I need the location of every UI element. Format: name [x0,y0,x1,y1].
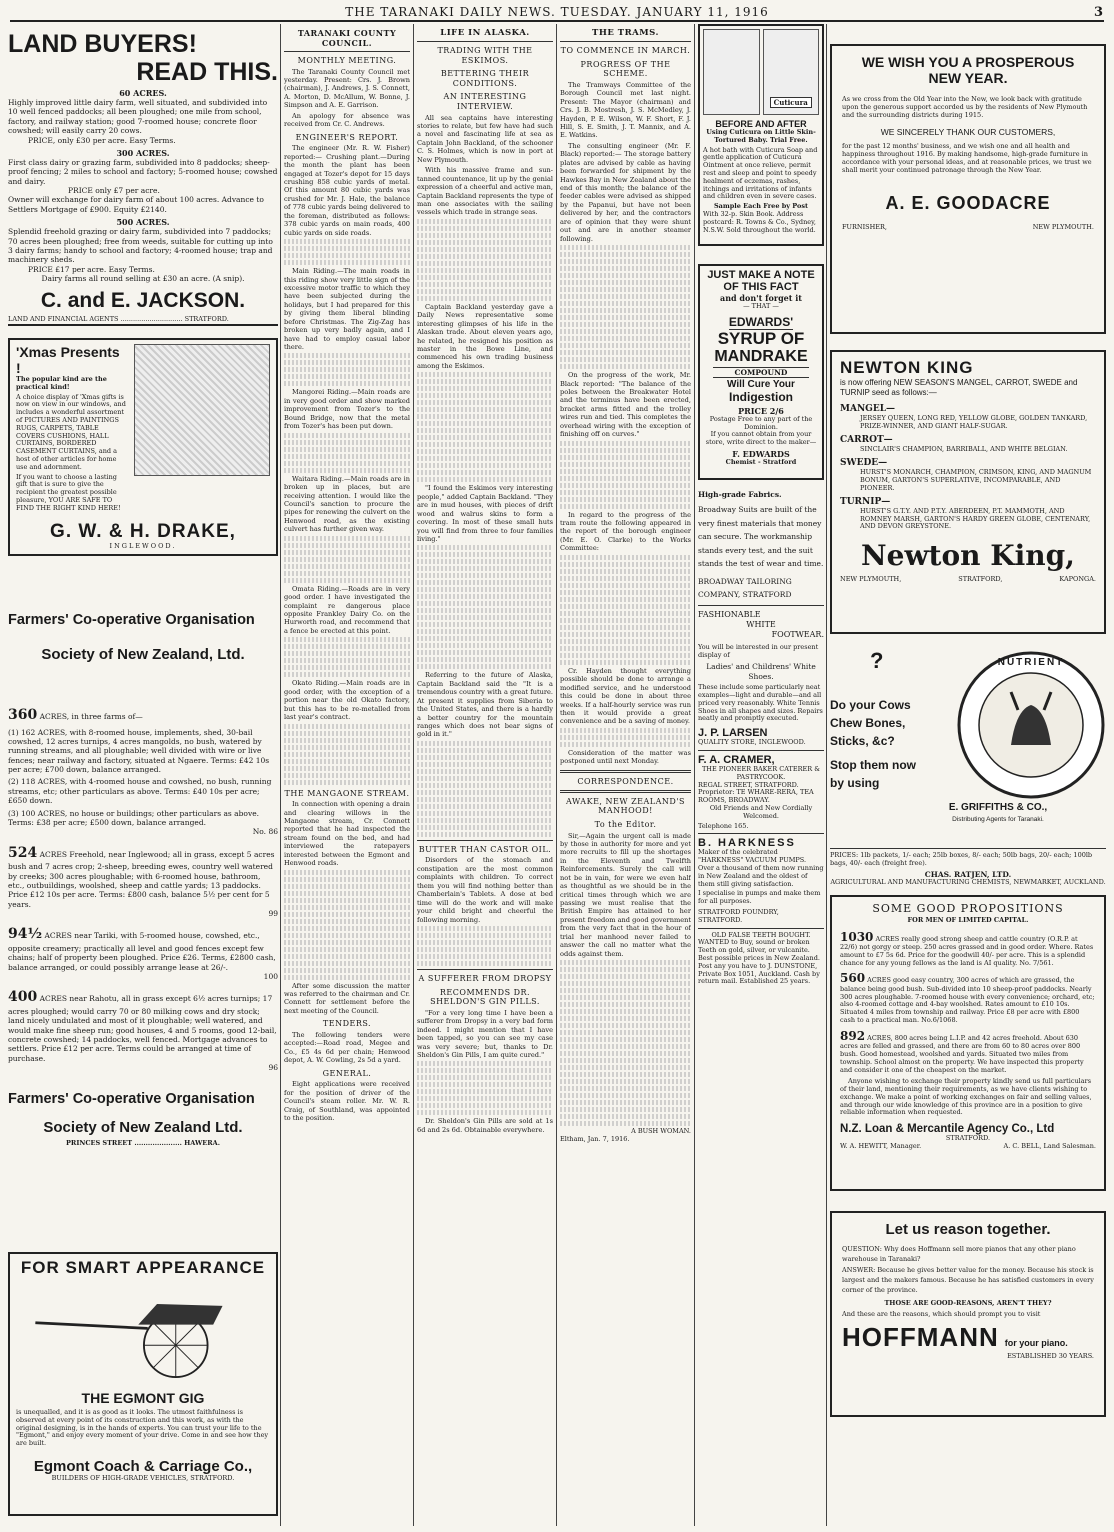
column-1 [8,24,278,1524]
newton-sub: is now offering NEW SEASON'S MANGEL, CARROT, SWEDE and TURNIP seed as follows:— [840,378,1078,397]
council-subhead-5: GENERAL. [322,1068,372,1078]
prop-2-number: No.6/1068. [921,1015,958,1024]
hoffmann-for: for your piano. [1004,1338,1068,1349]
item-360-text: ACRES, in three farms of— [39,712,143,721]
mandrake-line-10: Indigestion [729,389,793,404]
column-alaska [417,24,553,1524]
xmas-title: 'Xmas Presents ! [16,344,120,376]
mandrake-price: PRICE 2/6 [738,405,784,416]
goodacre-ad [830,44,1106,334]
council-para-8: Okato Riding.—Main roads are in good order, with the exception of a portion near the old Okato factory, but this has to be re-metalled from last year's contract. [284,679,410,722]
council-para-7: Omata Riding.—Roads are in very good order. I have investigated the complaint re dangerous place opposite Frankley Dairy Co. on the Hurworth road, and recommend that a fence be erected at this point. [284,584,410,635]
newton-town-3: KAPONGA. [1059,575,1096,584]
footwear-highlight: Ladies' and Childrens' White Shoes. [706,662,816,681]
footwear-text-2: These include some particularly neat examples—light and durable—and all priced very reasonably. White Tennis Shoes in all shapes and sizes. Repairs neatly and promptly executed. [698,683,823,723]
masthead-title: THE TARANAKI DAILY NEWS. TUESDAY. JANUARY 11, 1916 [345,5,769,19]
bonemeal-line-4: Stop them now [830,758,916,772]
footwear-firm-sub: QUALITY STORE, INGLEWOOD. [698,738,806,747]
window-display-illustration [134,344,270,476]
alaska-subhead-5: RECOMMENDS DR. SHELDON'S GIN PILLS. [430,987,540,1007]
letter-date: Eltham, Jan. 7, 1916. [560,1134,630,1143]
farmers-heading-2: Society of New Zealand, Ltd. [41,646,245,663]
goodacre-heading-2: NEW YEAR. [928,70,1008,86]
item-94-text: ACRES near Tariki, with 5-roomed house, cowshed, etc., opposite creamery; practically all level and good fences except few chains; half of property been ploughed. Price £26. Terms, £2800 cash, balance arranged, or could possibly arrange lease at 26/-. [8,931,276,972]
mandrake-line-4: — THAT — [743,302,779,310]
mandrake-line-9: Will Cure Your [727,378,795,390]
goodacre-town: NEW PLYMOUTH. [1032,222,1094,231]
council-para-1: The Taranaki County Council met yesterday. Present: Crs. J. Brown (chairman), J. Andrews, J. S. Connett, A. Morton, D. McAllum, W. Bonne, J. Simpson and A. E. Garrison. [284,67,410,110]
prop-2 [840,971,1096,1024]
acres-60-heading: 60 ACRES. [119,88,167,98]
harkness-text-2: I specialise in pumps and make them for all purposes. [698,889,821,906]
trams-subhead-2: PROGRESS OF THE SCHEME. [580,59,671,79]
item-360 [8,707,278,725]
goodacre-heading-1: WE WISH YOU A PROSPEROUS [861,54,1075,70]
prop-1-head: 1030 [840,929,874,944]
acres-500-milk: Dairy farms all round selling at £30 an acre. (A snip). [41,274,245,283]
alaska-para-6: Disorders of the stomach and constipation are the most common complaints with children. To correct them you will find nothing better than Chamberlain's Tablets. A dose at bed time will do the work and will make your child bright and cheerful the following morning. [417,856,553,924]
acres-300-text: First class dairy or grazing farm, subdivided into 8 paddocks; sheep-proof fencing; 2 miles to school and factory; 5-roomed house; cowshed and dairy. [8,157,278,186]
newton-swede-text: HURST'S MONARCH, CHAMPION, CRIMSON, KING, AND MAGNUM BONUM, GARTON'S SUPERLATIVE, INCOMPARABLE, AND PIONEER. [860,468,1092,492]
mandrake-firm-sub: Chemist - Stratford [725,457,797,466]
cramer-phone: Telephone 165. [698,821,749,830]
alaska-subhead-1: TRADING WITH THE ESKIMOS. [437,46,533,65]
alaska-subhead-3: AN INTERESTING INTERVIEW. [443,92,527,111]
cramer-line-4: Old Friends and New Cordially Welcomed. [709,803,813,820]
alaska-para-4: "I found the Eskimos very interesting people," added Captain Backland. "They are in mud houses, with pieces of drift wood and walrus skins to form a covering. In most of these small huts you will find from three to four families living." [417,484,553,543]
item-524-text: ACRES Freehold, near Inglewood; all in grass, except 5 acres bush and 7 acres crop; 2-sheep, breeding ewes, country well watered by creeks; 300 acres ploughable; with 6-roomed house, bathroom, etc., outbuildings, woolshed, sheep and cattle yards; 13 paddocks. Price £12 10s per acre. Terms: £800 cash, balance 5½ per cent for 5 years. [8,849,275,909]
cuticura-ad [698,24,824,246]
newton-town-2: STRATFORD, [958,575,1003,584]
prop-3-head: 892 [840,1028,866,1043]
letter-body [560,832,691,1144]
prop-3 [840,1029,1096,1075]
council-para-2: An apology for absence was received from Cr. C. Andrews. [284,111,410,129]
acres-60-text: Highly improved little dairy farm, well situated, and subdivided into 10 well fenced paddocks; all been ploughed; one mile from school, factory, and railway station; good 7-roomed house; concrete floor cowshed; will easily carry 20 cows. [8,98,268,136]
footwear-line-2: WHITE [746,619,776,629]
mandrake-ad [698,264,824,480]
correspondence-heading: CORRESPONDENCE. [577,776,674,786]
xmas-firm: G. W. & H. DRAKE, [50,520,236,542]
tailoring-text: Broadway Suits are built of the very finest materials that money can secure. The workmanship stands every test, and the suit stands the test of wear and time. [698,505,824,569]
prop-1-text: ACRES really good strong sheep and cattle country (O.R.P. at 22/6) not gorgy or steep. 250 acres grassed and in good order. Where. Rates amount to £7 5s 6d. Price for the goodwill 40/- per acre. This is a splendid chance for any young fellows as the land is AI quality. [840,934,1094,967]
teeth-heading: OLD FALSE TEETH BOUGHT. [711,930,811,939]
council-para-5: Mangorei Riding.—Main roads are in very good order and show marked improvement from Tozer's to the Bound Bridge, now that the metal from Tozer's has been put down. [284,388,410,431]
item-360-head: 360 [8,707,38,723]
gig-name: THE EGMONT GIG [81,1390,205,1406]
props-heading: SOME GOOD PROPOSITIONS [872,901,1064,915]
harkness-text: Maker of the celebrated "HARKNESS" VACUUM PUMPS. Over a thousand of them now running in New Zealand and the oldest of them still giving satisfaction. [698,848,824,888]
item-524 [8,845,278,909]
newton-town-1: NEW PLYMOUTH, [840,575,902,584]
hoffmann-brand [842,1322,1094,1353]
trams-para-1: The Tramways Committee of the Borough Council met last night. Present: The Mayor (chairman) and Crs. J. B. Mostresh, J. S. McMedley, J. Hayden, P. E. Wilson, W. F. Short, F. J. Hill, S. E. Smith, J. T. Mannix, and A. E. Watkins. [560,80,691,140]
bonemeal-line-5: by using [830,776,880,790]
tailoring-ad [698,490,824,602]
item-400-number: 96 [268,1063,278,1073]
mandrake-line-7: MANDRAKE [714,347,808,365]
cuticura-sub: Using Cuticura on Little Skin-Tortured Baby. Trial Free. [706,128,816,144]
tailoring-title: High-grade Fabrics. [698,490,782,499]
prop-3-text: ACRES, 800 acres being L.I.P. and 42 acres freehold. About 630 acres are felled and grassed, and there are from 60 to 80 acres over 800 bush. Good homestead, woolshed and yards. Situated two miles from township. School almost on the property. We have inspected this property and consider it one of the cheapest on the market. [840,1033,1084,1074]
alaska-para-1: All sea captains have interesting stories to relate, but few have had such a novel and fascinating life at sea as Captain John Backland, of the schooner C. S. Holmes, which is now in port at New Plymouth. [417,113,553,164]
column-ads-narrow [698,24,824,1524]
newton-carrot-text: SINCLAIR'S CHAMPION, BARRIBALL, AND WHITE BELGIAN. [860,445,1068,454]
footwear-line-1: FASHIONABLE [698,609,761,619]
acres-500-price: PRICE £17 per acre. Easy Terms. [28,264,155,274]
alaska-subhead-4: A SUFFERER FROM DROPSY [418,973,552,983]
farmers-footer-3: PRINCES STREET ..................... HAWERA. [66,1138,220,1147]
bonemeal-question: ? [870,648,884,673]
council-body [284,68,410,1123]
mandrake-order: If you cannot obtain from your store, write direct to the maker— [705,430,817,447]
acres-300-owner: Owner will exchange for dairy farm of about 100 acres. Advance to Settlers Mortgage of £900. Equity £2140. [8,195,264,214]
acres-300-heading: 300 ACRES. [116,147,170,158]
xmas-lead: The popular kind are the practical kind! [16,375,107,391]
hoffmann-ad [830,1211,1106,1417]
bonemeal-firm-sub: Distributing Agents for Taranaki. [952,816,1044,823]
goodacre-text-2: for the past 12 months' business, and we wish one and all health and happiness throughout 1916. By making handsome, high-grade furniture in accordance with your personal ideas, and at reasonable prices, we trust we shall merit your continued patronage through the New Year. [842,142,1092,174]
item-360-2: (2) 118 ACRES, with 4-roomed house and cowshed, no bush, running streams, etc; other particulars as above. Terms: £40 10s per acre; £650 down. [8,777,272,806]
gig-heading: FOR SMART APPEARANCE [20,1258,266,1277]
harkness-firm: B. HARKNESS [698,837,796,850]
alaska-divider: BUTTER THAN CASTOR OIL. [418,844,552,854]
bonemeal-prices: PRICES: 1lb packets, 1/- each; 25lb boxes, 8/- each; 50lb bags, 20/- each; 100lb bags, 40/- each (freight free). [830,851,1093,867]
carriage-icon [26,1284,260,1384]
footwear-text: You will be interested in our present display of [698,642,819,659]
council-heading: TARANAKI COUNTY COUNCIL. [297,28,397,48]
farmers-heading-1: Farmers' Co-operative Organisation [8,612,255,628]
item-524-number: 99 [268,909,278,918]
council-para-11: The following tenders were accepted:—Road road, Megee and Co., £5 4s 6d per chain; Henwood depot, A. W. Cowling, 2s 5d a yard. [284,1030,410,1065]
land-heading-1: LAND BUYERS! [8,30,197,58]
alaska-para-8: Dr. Sheldon's Gin Pills are sold at 1s 6d and 2s 6d. Obtainable everywhere. [417,1117,553,1134]
letter-signature: A BUSH WOMAN. [631,1127,691,1136]
masthead [10,4,1104,22]
trams-para-2: The consulting engineer (Mr. F. Black) reported:— The storage battery plates are advised by cable as having been forwarded for shipment by the Hawkes Bay in New Zealand about the end of this month; the balance of the feeder cables were advised as shipped by the Papanui, but have not been delivered by her, and the contractors are of opinion that they were shunt out and are in another steamer following. [560,141,691,243]
bonemeal-line-1: Do your Cows [830,698,911,712]
prop-2-head: 560 [840,971,866,986]
goodacre-thanks: WE SINCERELY THANK OUR CUSTOMERS, [880,127,1056,138]
harkness-footer: STRATFORD FOUNDRY, STRATFORD. [698,907,779,924]
letter-to: To the Editor. [594,819,657,829]
newton-swede: SWEDE— [840,457,888,468]
tailoring-firm: BROADWAY TAILORING COMPANY, STRATFORD [698,576,792,600]
alaska-para-3: Captain Backland yesterday gave a Daily News representative some interesting glimpses of his life in the Alaskan trade. About eleven years ago, he related, he resigned his position as master in the Bowe Line, and commenced his own trading business among the Eskimos. [417,302,553,370]
column-rule [694,24,695,1526]
gig-text: is unequalled, and it is as good as it looks. The utmost faithfulness is observed at every point of its construction and this work, as with the original designing, is in the hands of experts. You can trust your life to the "Egmont," and enjoy every moment of your drive. Come in and see how they are built. [16,1408,269,1448]
baby-after-illustration [763,29,820,115]
alaska-heading: LIFE IN ALASKA. [440,28,530,38]
council-subhead: MONTHLY MEETING. [297,56,397,65]
trams-para-4: In regard to the progress of the tram route the following appeared in the report of the borough engineer (Mr. E. O. Clarke) to the Works Committee: [560,510,691,553]
mandrake-line-5: EDWARDS' [728,314,794,329]
column-rule [280,24,281,1526]
mandrake-line-1: JUST MAKE A NOTE [707,269,815,281]
alaska-subhead-2: BETTERING THEIR CONDITIONS. [440,69,530,88]
column-6 [830,24,1106,1524]
cramer-line-1: THE PIONEER BAKER CATERER & PASTRYCOOK. [701,765,821,781]
cramer-firm: F. A. CRAMER, [698,754,775,766]
goodacre-firm: A. E. GOODACRE [885,192,1051,213]
council-subhead-3: THE MANGAONE STREAM. [284,788,410,798]
land-firm-sub: LAND AND FINANCIAL AGENTS .............................. STRATFORD. [8,315,229,324]
item-360-1: (1) 162 ACRES, with 8-roomed house, implements, shed, 30-bail cowshed, 12 acres turnips, 4 acres mangolds, no bush, watered by running streams, and all ploughable; well divided with wire or live fences; near railway and factory, situated at Ngaere. Terms: £42 10s per acre; £700 down, balance arranged. [8,727,270,774]
goodacre-text: As we cross from the Old Year into the New, we look back with gratitude upon the generous support accorded us by the residents of New Plymouth and the surrounding districts during 1915. [842,95,1088,119]
mandrake-line-3: and don't forget it [720,293,802,303]
prop-note: Anyone wishing to exchange their property kindly send us full particulars of their land, mentioning their requirements, as we have clients wishing to exchange. We make a point of working exchanges on fair and selling values, and through our wide knowledge of this province are in a position to give reliable information when requested. [840,1077,1092,1117]
item-400-text: ACRES near Rahotu, all in grass except 6½ acres turnips; 17 acres ploughed; would carry 70 or 80 milking cows and dry stock; land nicely undulated and most of it ploughable; well watered, and would make fine sheep run; good houses, 4 and 5 rooms, good 12-bail, concrete cowshed; 14 paddocks, well fenced. Mortgage advances to settlers. Price £12 per acre. Terms could be arranged at time of purchase. [8,994,277,1063]
xmas-town: INGLEWOOD. [109,541,177,550]
newton-heading: NEWTON KING [840,358,974,377]
footwear-line-3: FOOTWEAR. [771,629,824,639]
xmas-closing: If you want to choose a lasting gift that is sure to give the recipient the greatest possible pleasure, YOU ARE SAFE TO FIND THE RIGHT KIND HERE! [16,472,121,512]
column-council [284,24,410,1524]
bonemeal-firm: E. GRIFFITHS & CO., [948,802,1048,813]
newton-mangel-text: JERSEY QUEEN, LONG RED, YELLOW GLOBE, GOLDEN TANKARD, PRIZE-WINNER, AND GIANT HALF-SUGAR. [860,414,1088,431]
acres-500-heading: 500 ACRES. [116,217,170,228]
cramer-line-2: REGAL STREET, STRATFORD. [698,780,799,789]
hoffmann-est: ESTABLISHED 30 YEARS. [1007,1352,1094,1361]
xmas-presents-ad [8,338,278,556]
props-staff [840,1143,1096,1151]
letter-heading: AWAKE, NEW ZEALAND'S MANHOOD! [566,796,685,816]
props-manager: W. A. HEWITT, Manager. [840,1142,922,1151]
farmers-coop-ad [8,612,278,1147]
hoffmann-closing: And these are the reasons, which should prompt you to visit [842,1309,1041,1318]
council-para-9: In connection with opening a drain and clearing willows in the Mangaone stream, Cr. Connett reported that he had inspected the stream found on the bed, and had interviewed the ratepayers interested between the Egmont and Henwood roads. [284,800,410,868]
alaska-para-5: Referring to the future of Alaska, Captain Backland said the "It is a tremendous country with a great future. At present it supplies from Siberia to the United States, and there is a hardly a better country for the mountain ranges which does not bear signs of gold in it." [417,671,553,739]
council-subhead-4: TENDERS. [322,1019,372,1029]
hoffmann-answer: ANSWER: Because he gives better value for the money. Because his stock is largest and the makers famous. Because he has satisfied customers in every corner of the province. [842,1265,1094,1295]
column-rule [413,24,414,1526]
goodacre-furnisher: FURNISHER, [842,222,887,231]
mandrake-line-8: COMPOUND [713,367,809,378]
harkness-ad [698,837,824,924]
gig-firm-sub: BUILDERS OF HIGH-GRADE VEHICLES, STRATFORD. [51,1473,235,1482]
newton-king-ad [830,350,1106,634]
column-trams [560,24,691,1524]
trams-para-6: Consideration of the matter was postponed until next Monday. [560,748,691,766]
mandrake-firm: F. EDWARDS [732,448,790,459]
bonemeal-agent: CHAS. RATJEN, LTD. [924,869,1012,879]
footwear-firm: J. P. LARSEN [698,727,768,740]
farmers-footer-2: Society of New Zealand Ltd. [43,1118,243,1136]
cramer-line-3: Proprietor: TE WHARE-RERA, TEA ROOMS, BROADWAY. [698,788,814,805]
council-para-4: Main Riding.—The main roads in this riding show very little sign of the excessive motor traffic to which they have been subjected during the holidays, but I had prepared for this by giving them liberal blinding before Christmas. The Zig-Zag has broken up very badly again, and I have had to employ casual labor there. [284,267,410,351]
land-buyers-ad [8,30,278,326]
prop-1 [840,930,1096,968]
propositions-ad [830,895,1106,1191]
hoffmann-question: QUESTION: Why does Hoffmann sell more pianos that any other piano warehouse in Taranaki? [842,1244,1076,1264]
goodacre-footer [842,224,1094,232]
cuticura-text: A hot bath with Cuticura Soap and gentle application of Cuticura Ointment at once relieve, permit rest and sleep and point to speedy healment of eczemas, rashes, itchings and irritations of infants and children even in severe cases. [703,145,818,201]
newton-big: Newton King, [861,539,1075,573]
cuticura-address: With 32-p. Skin Book. Address postcard: R. Towns & Co., Sydney, N.S.W. Sold throughout the world. [703,209,817,234]
hoffmann-heading: Let us reason together. [885,1220,1051,1238]
cuticura-sample: Sample Each Free by Post [713,202,809,211]
props-firm: N.Z. Loan & Mercantile Agency Co., Ltd [840,1123,1055,1136]
land-firm: C. and E. JACKSON. [40,289,246,313]
letter-text: Sir,—Again the urgent call is made by those in authority for more and yet more recruits to fill up the shortages in the Eleventh and Twelfth Reinforcements. Surely the call will not be in vain, for were we even half as thoughtful as we should be in the critical times through which we are passing we must realise that the British Empire has attained to her present freedom and good government from the very fact that in the hour of trial her manhood never failed to answer the call no matter what the odds against them. [560,831,691,958]
newton-turnip-text: HURST'S G.T.Y. AND P.T.Y. ABERDEEN, P.T. MAMMOTH, AND ROMNEY MARSH, GARTON'S HARDY GREEN GLOBE, CENTENARY, AND DEVON GREYSTONE. [860,506,1091,531]
trams-heading: THE TRAMS. [592,28,659,38]
gig-firm: Egmont Coach & Carriage Co., [33,1457,253,1475]
land-heading-2: READ THIS. [136,58,278,86]
trams-subhead-1: TO COMMENCE IN MARCH. [560,46,691,55]
prop-2-text: ACRES good easy country, 300 acres of which are grassed, the balance being good bush. Sub-divided into 10 sheep-proof paddocks. Nearly 300 acres ploughable. 7-roomed house with every convenience; orchard, etc; also 4-roomed cottage and 4-bay woolshed. Rates amount to £10 10s. Situated 4 miles from township and railway. Price £8 per acre with £800 cash to a practical man. [840,976,1095,1024]
footwear-ad [698,610,824,747]
council-para-10: After some discussion the matter was referred to the chairman and Cr. Connett for settlement before the next meeting of the Council. [284,981,410,1015]
council-para-3: The engineer (Mr. R. W. Fisher) reported:— Crushing plant.—During the month the plant has been engaged at Tozer's depot for 15 days crushing 858 cubic yards of metal. Of this amount 80 cubic yards was crushed for Mr. J. Hale, the balance of 778 cubic yards being delivered to the foreman, distributed as follows: 378 cubic yards on main roads, 400 cubic yards on side roads. [284,144,410,237]
newton-carrot: CARROT— [840,434,893,445]
baby-before-illustration [703,29,760,115]
acres-60-price: PRICE, only £30 per acre. Easy Terms. [28,135,176,145]
item-360-3: (3) 100 ACRES, no house or buildings; other particulars as above. Terms: £38 per acre; £500 down, balance arranged. [8,808,260,827]
farmers-footer-1: Farmers' Co-operative Organisation [8,1090,255,1107]
alaska-para-2: With his massive frame and sun-tanned countenance, lit up by the genial expression of a cheerful and active man, Captain Backland represents the type of man one associates with the sailing vessels which trade in strange seas. [417,166,553,217]
item-94-head: 94½ [8,926,43,943]
teeth-text: WANTED to Buy, sound or broken Teeth on gold, silver, or vulcanite. Best possible prices in New Zealand. Post any you have to J. DUNSTONE, Private Box 1051, Auckland. Cash by return mail. Established 25 years. [698,938,820,986]
page-number: 3 [1093,4,1104,20]
hoffmann-firm: HOFFMANN [842,1322,999,1353]
trams-body [560,81,691,766]
newton-towns [840,576,1096,584]
mandrake-postage: Postage Free to any part of the Dominion. [709,414,813,431]
council-para-12: Eight applications were received for the position of driver of the Council's steam roller. Mr. W. R. Craig, of Southland, was appointed to the position. [284,1080,410,1123]
props-town: STRATFORD. [945,1134,991,1143]
xmas-text: A choice display of 'Xmas gifts is now on view in our windows, and includes a wonderful assortment of PICTURES AND PAINTINGS RUGS, CARPETS, TABLE COVERS CUSHIONS, HALL CURTAINS, BORDERED CASEMENT CURTAINS, and a host of other articles for home use and adornment. [16,392,126,471]
acres-300-price: PRICE only £7 per acre. [68,186,160,195]
cuticura-title: BEFORE AND AFTER [715,119,807,129]
bonemeal-line-2: Chew Bones, [830,716,906,730]
cramer-ad [698,754,824,830]
egmont-gig-ad [8,1252,278,1516]
mandrake-line-2: OF THIS FACT [723,281,799,293]
nutrient-badge-icon [956,650,1106,800]
bonemeal-agent-sub: AGRICULTURAL AND MANUFACTURING CHEMISTS, NEWMARKET, AUCKLAND. [830,877,1106,886]
bonemeal-line-3: Sticks, &c? [830,734,895,748]
column-rule [556,24,557,1526]
props-salesman: A. C. BELL, Land Salesman. [1003,1142,1096,1151]
newton-mangel: MANGEL— [840,404,896,414]
trams-para-3: On the progress of the work, Mr. Black reported: "The balance of the poles between the Breakwater Hotel and the terminus have been erected, bracket arms fitted and the trolley wires run and tied. This completes the overhead wiring with the exception of finishing off on curves." [560,371,691,439]
bonemeal-ad [830,648,1106,849]
nutrient-badge-label: NUTRIENT [997,657,1065,668]
item-94-number: 100 [263,972,278,981]
item-400-head: 400 [8,989,38,1006]
acres-500-text: Splendid freehold grazing or dairy farm, subdivided into 7 paddocks; 70 acres been ploughed; free from weeds, suitable for cutting up into 3 dairy farms; handy to school and factory; 4-roomed house; trap and machinery sheds. [8,227,273,265]
council-para-6: Waitara Riding.—Main roads are in broken up in places, but are receiving attention. I would like the Council's sanction to procure the pipes for renewing the culvert on the Henwood road, as the existing culvert has further given way. [284,474,410,534]
item-524-head: 524 [8,844,38,861]
mandrake-line-6: SYRUP OF [717,328,805,348]
column-rule [826,24,827,1526]
dropsy-body [417,1009,553,1135]
newton-turnip: TURNIP— [840,496,891,507]
council-subhead-2: ENGINEER'S REPORT. [295,132,399,142]
hoffmann-reasons: THOSE ARE GOOD-REASONS, AREN'T THEY? [884,1298,1052,1307]
alaska-para-7: "For a very long time I have been a sufferer from Dropsy in a very bad form indeed. I might mention that I have been tapped, so you can see my case was very severe; but, thanks to Dr. Sheldon's Gin Pills, I am quite cured." [417,1008,553,1059]
alaska-body [417,114,553,837]
props-sub: FOR MEN OF LIMITED CAPITAL. [907,915,1029,924]
cuticura-label: Cuticura [770,97,813,108]
item-400 [8,989,278,1063]
trams-para-5: Cr. Hayden thought everything possible should be done to arrange a modified service, and he understood this could be done in about three weeks. If a half-hourly service was run then it would provide a great convenience and be a saving of money. [560,666,691,726]
prop-1-number: No. 7/561. [1019,958,1054,967]
castor-oil-body [417,856,553,966]
gig-illustration [26,1284,260,1384]
item-360-number: No. 86 [252,827,278,837]
item-94 [8,926,278,972]
